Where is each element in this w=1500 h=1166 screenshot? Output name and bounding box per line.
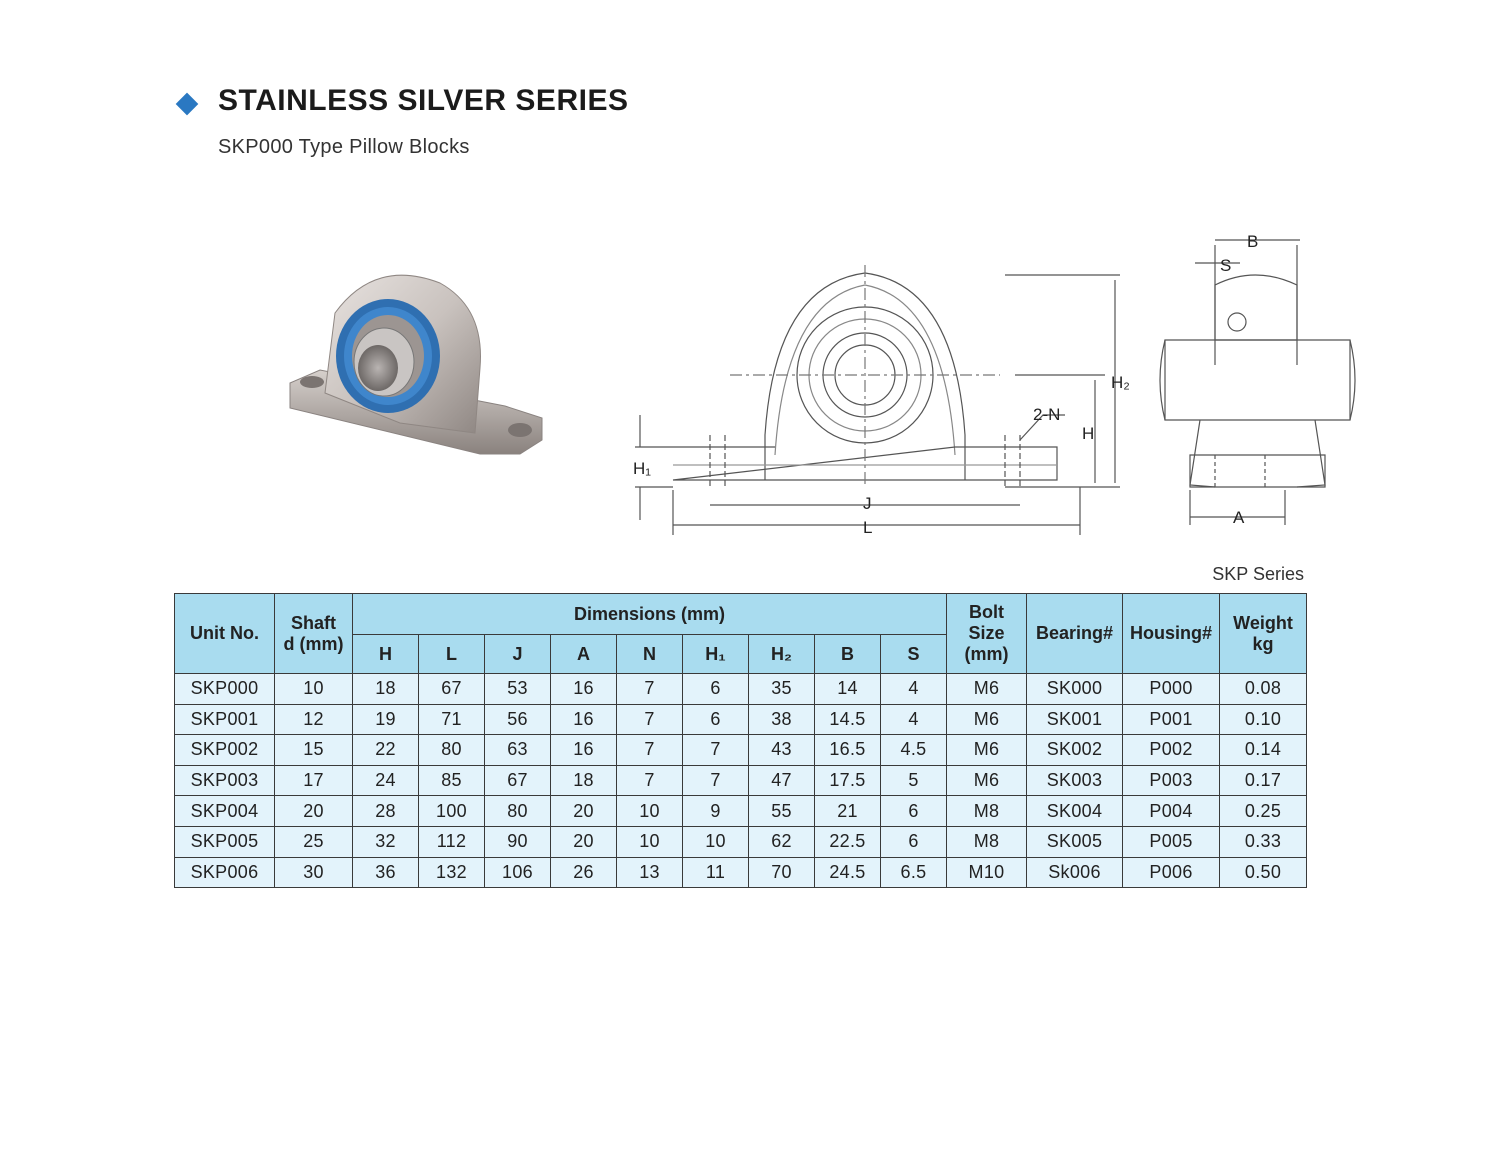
header-dim-h: H [353, 635, 419, 674]
header-dim-h2: H₂ [749, 635, 815, 674]
table-cell: 19 [353, 704, 419, 735]
header-weight-line1: Weight [1233, 612, 1293, 633]
table-cell: SKP003 [175, 765, 275, 796]
table-cell: 13 [617, 857, 683, 888]
table-cell: 7 [683, 765, 749, 796]
header-dim-h1: H₁ [683, 635, 749, 674]
table-cell: SK000 [1027, 674, 1123, 705]
table-cell: 6.5 [881, 857, 947, 888]
table-cell: 24 [353, 765, 419, 796]
table-cell: P000 [1123, 674, 1220, 705]
table-cell: SK003 [1027, 765, 1123, 796]
table-row [175, 796, 1307, 827]
table-cell: 20 [275, 796, 353, 827]
table-cell: 100 [419, 796, 485, 827]
dim-label-j: J [863, 494, 872, 513]
table-cell: 90 [485, 826, 551, 857]
header-bolt-line1: Bolt [969, 602, 1005, 622]
dim-label-s: S [1220, 256, 1232, 275]
table-cell: 16 [551, 674, 617, 705]
table-cell: SK001 [1027, 704, 1123, 735]
table-cell: M6 [947, 674, 1027, 705]
table-cell: 10 [683, 826, 749, 857]
table-cell: 0.10 [1220, 704, 1307, 735]
table-row [175, 857, 1307, 888]
header-shaft [275, 594, 353, 674]
table-cell: 26 [551, 857, 617, 888]
header-bolt-size [947, 594, 1027, 674]
table-cell: 7 [617, 765, 683, 796]
table-cell: SKP001 [175, 704, 275, 735]
header-shaft-line2: d (mm) [283, 633, 344, 654]
table-cell: M8 [947, 826, 1027, 857]
header-dimensions: Dimensions (mm) [353, 594, 947, 635]
table-cell: SKP004 [175, 796, 275, 827]
table-cell: 7 [617, 735, 683, 766]
header-dim-n: N [617, 635, 683, 674]
table-cell: 35 [749, 674, 815, 705]
table-cell: 0.14 [1220, 735, 1307, 766]
table-cell: 7 [617, 674, 683, 705]
header-shaft-line1: Shaft [291, 612, 336, 633]
table-cell: P003 [1123, 765, 1220, 796]
page-subtitle: SKP000 Type Pillow Blocks [218, 136, 470, 158]
table-cell: 6 [683, 674, 749, 705]
table-cell: 4 [881, 674, 947, 705]
table-cell: 24.5 [815, 857, 881, 888]
table-cell: SKP006 [175, 857, 275, 888]
header-unit-no: Unit No. [175, 594, 275, 674]
table-cell: 70 [749, 857, 815, 888]
table-cell: 55 [749, 796, 815, 827]
table-cell: SK002 [1027, 735, 1123, 766]
table-cell: 6 [881, 826, 947, 857]
header-bearing: Bearing# [1027, 594, 1123, 674]
table-cell: 32 [353, 826, 419, 857]
pillow-block-photo [280, 258, 550, 468]
table-cell: M8 [947, 796, 1027, 827]
table-cell: 106 [485, 857, 551, 888]
header-bolt-line2: Size [968, 623, 1005, 643]
table-cell: 7 [617, 704, 683, 735]
table-cell: 22 [353, 735, 419, 766]
table-cell: 10 [617, 796, 683, 827]
table-cell: P001 [1123, 704, 1220, 735]
table-cell: Sk006 [1027, 857, 1123, 888]
table-cell: SKP000 [175, 674, 275, 705]
header-weight-line2: kg [1252, 633, 1274, 654]
table-cell: 22.5 [815, 826, 881, 857]
dim-label-h2: H₂ [1111, 373, 1130, 392]
table-cell: 5 [881, 765, 947, 796]
table-cell: 38 [749, 704, 815, 735]
table-cell: 14.5 [815, 704, 881, 735]
table-cell: P006 [1123, 857, 1220, 888]
table-cell: 20 [551, 796, 617, 827]
table-cell: 28 [353, 796, 419, 827]
dim-label-h1: H₁ [633, 459, 652, 478]
table-cell: P005 [1123, 826, 1220, 857]
table-cell: P002 [1123, 735, 1220, 766]
table-cell: 6 [683, 704, 749, 735]
table-cell: 0.33 [1220, 826, 1307, 857]
header-dim-l: L [419, 635, 485, 674]
table-cell: 10 [617, 826, 683, 857]
table-cell: 15 [275, 735, 353, 766]
header-housing: Housing# [1123, 594, 1220, 674]
table-cell: 112 [419, 826, 485, 857]
table-row [175, 765, 1307, 796]
table-cell: M10 [947, 857, 1027, 888]
diamond-bullet-icon [176, 93, 199, 116]
header-bolt-line3: (mm) [964, 644, 1009, 664]
table-cell: 9 [683, 796, 749, 827]
table-cell: 71 [419, 704, 485, 735]
table-cell: 67 [419, 674, 485, 705]
table-cell: 11 [683, 857, 749, 888]
table-cell: M6 [947, 704, 1027, 735]
table-row [175, 735, 1307, 766]
table-body [175, 674, 1307, 888]
table-cell: M6 [947, 765, 1027, 796]
table-cell: 20 [551, 826, 617, 857]
header-dim-a: A [551, 635, 617, 674]
table-cell: 62 [749, 826, 815, 857]
dim-label-l: L [863, 518, 873, 537]
table-row [175, 704, 1307, 735]
dim-label-2n: 2-N [1033, 405, 1061, 424]
dim-label-b: B [1247, 232, 1259, 251]
table-cell: 18 [551, 765, 617, 796]
table-cell: 0.08 [1220, 674, 1307, 705]
table-cell: 0.50 [1220, 857, 1307, 888]
table-cell: 53 [485, 674, 551, 705]
table-cell: 16.5 [815, 735, 881, 766]
table-cell: 21 [815, 796, 881, 827]
table-cell: 12 [275, 704, 353, 735]
table-cell: 16 [551, 735, 617, 766]
table-cell: SKP002 [175, 735, 275, 766]
table-cell: 4 [881, 704, 947, 735]
table-cell: 16 [551, 704, 617, 735]
table-cell: 43 [749, 735, 815, 766]
table-cell: 0.17 [1220, 765, 1307, 796]
table-cell: SK004 [1027, 796, 1123, 827]
table-cell: 132 [419, 857, 485, 888]
table-cell: 36 [353, 857, 419, 888]
dim-label-h: H [1082, 424, 1095, 443]
table-cell: 63 [485, 735, 551, 766]
header-dim-b: B [815, 635, 881, 674]
table-cell: 85 [419, 765, 485, 796]
table-cell: 25 [275, 826, 353, 857]
header-weight [1220, 594, 1307, 674]
table-row [175, 826, 1307, 857]
table-cell: SK005 [1027, 826, 1123, 857]
table-cell: 67 [485, 765, 551, 796]
table-cell: 7 [683, 735, 749, 766]
table-row [175, 674, 1307, 705]
table-cell: 14 [815, 674, 881, 705]
table-cell: M6 [947, 735, 1027, 766]
dim-label-a: A [1233, 508, 1245, 527]
table-cell: 10 [275, 674, 353, 705]
table-cell: SKP005 [175, 826, 275, 857]
dimension-drawing [625, 225, 1365, 545]
table-cell: 18 [353, 674, 419, 705]
header-dim-j: J [485, 635, 551, 674]
series-label: SKP Series [1212, 564, 1304, 584]
table-cell: 0.25 [1220, 796, 1307, 827]
table-cell: 17 [275, 765, 353, 796]
table-cell: 30 [275, 857, 353, 888]
table-cell: 6 [881, 796, 947, 827]
table-cell: 80 [485, 796, 551, 827]
table-cell: 56 [485, 704, 551, 735]
table-cell: P004 [1123, 796, 1220, 827]
table-cell: 4.5 [881, 735, 947, 766]
specs-table [174, 593, 1307, 888]
header-dim-s: S [881, 635, 947, 674]
table-cell: 17.5 [815, 765, 881, 796]
page-title: STAINLESS SILVER SERIES [218, 84, 629, 117]
table-cell: 80 [419, 735, 485, 766]
table-cell: 47 [749, 765, 815, 796]
